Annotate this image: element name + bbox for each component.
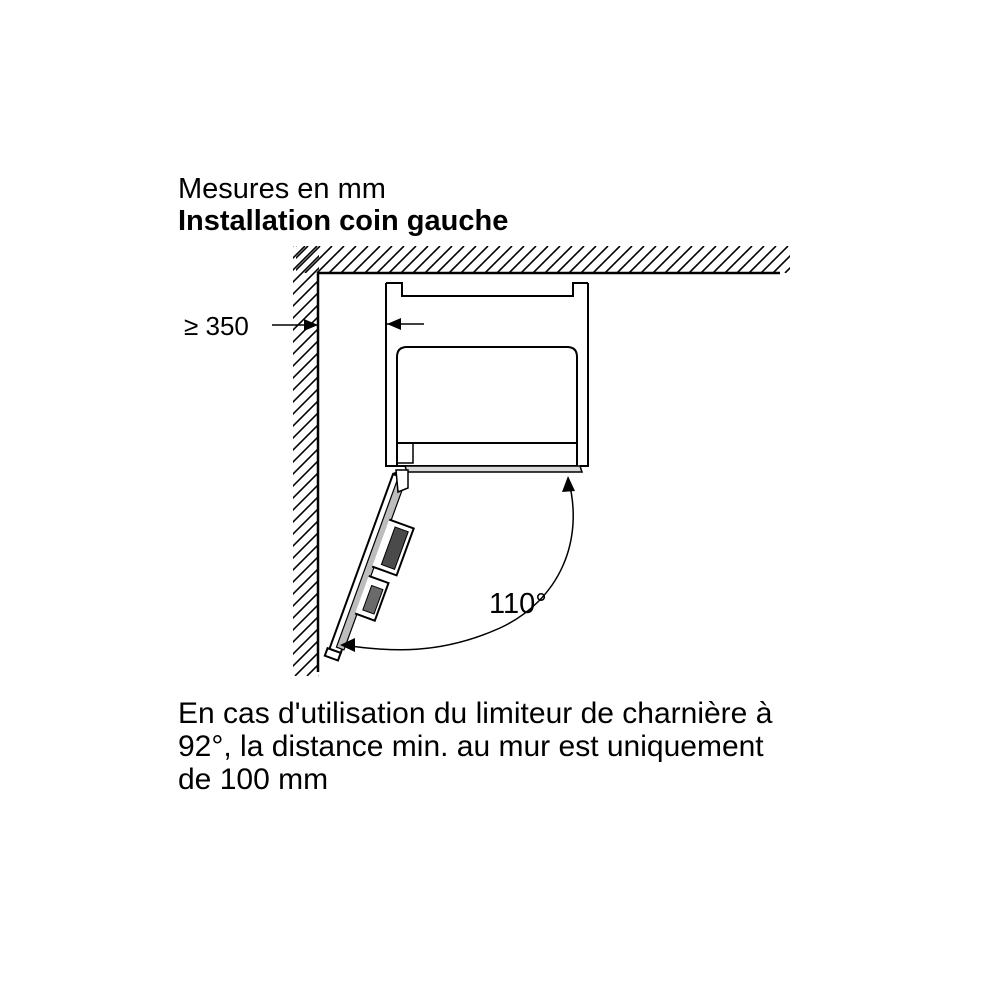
hatch-line: [547, 246, 977, 676]
hatch-line: [727, 246, 1000, 676]
hatch-line: [581, 246, 608, 273]
hatch-line: [317, 246, 344, 273]
hatch-line: [355, 246, 785, 676]
hatch-line: [259, 246, 689, 676]
hatch-line: [521, 246, 548, 273]
wall-distance-label: ≥ 350: [184, 311, 249, 341]
hatch-line: [533, 246, 560, 273]
hatch-line: [773, 246, 800, 273]
hatch-line: [271, 246, 701, 676]
hatch-line: [665, 246, 692, 273]
hatch-line: [535, 246, 965, 676]
units-label: Mesures en mm: [178, 173, 386, 205]
hatch-line: [377, 246, 404, 273]
hatch-line: [461, 246, 488, 273]
hatch-line: [115, 246, 545, 676]
hatch-line: [557, 246, 584, 273]
hatch-line: [389, 246, 416, 273]
page-title: Installation coin gauche: [178, 205, 509, 237]
hatch-line: [569, 246, 596, 273]
hatch-line: [509, 246, 536, 273]
hatch-line: [43, 246, 473, 676]
hatch-line: [629, 246, 656, 273]
hatch-line: [0, 246, 305, 676]
hatch-line: [187, 246, 617, 676]
hatch-line: [403, 246, 833, 676]
hatch-line: [269, 246, 296, 273]
hatch-line: [739, 246, 1000, 676]
hatch-line: [703, 246, 1000, 676]
hatch-line: [749, 246, 776, 273]
hatch-line: [329, 246, 356, 273]
hatch-line: [0, 246, 317, 676]
hatch-line: [631, 246, 1000, 676]
hatch-line: [0, 246, 341, 676]
hatch-line: [641, 246, 668, 273]
hatch-line: [559, 246, 989, 676]
hatch-line: [715, 246, 1000, 676]
open-door: [325, 468, 431, 670]
ceiling: [269, 246, 836, 273]
hatch-line: [379, 246, 809, 676]
appliance-side-arrow: [387, 318, 424, 330]
hatch-line: [713, 246, 740, 273]
hatch-line: [91, 246, 521, 676]
hatch-line: [619, 246, 1000, 676]
note-line-1: En cas d'utilisation du limiteur de charnière à: [178, 697, 773, 730]
hatch-line: [425, 246, 452, 273]
hatch-line: [737, 246, 764, 273]
hatch-line: [701, 246, 728, 273]
wall-distance-arrow: [272, 319, 318, 331]
hatch-line: [485, 246, 512, 273]
hatch-line: [689, 246, 716, 273]
hatch-line: [473, 246, 500, 273]
hatch-line: [545, 246, 572, 273]
hatch-line: [391, 246, 821, 676]
note-text: [178, 697, 818, 796]
hatch-line: [785, 246, 812, 273]
hatch-line: [643, 246, 1000, 676]
hatch-line: [593, 246, 620, 273]
hatch-line: [353, 246, 380, 273]
hatch-line: [367, 246, 797, 676]
door-hinge: [396, 470, 408, 492]
hatch-line: [595, 246, 1000, 676]
hatch-line: [0, 246, 293, 676]
hatch-line: [499, 246, 929, 676]
hatch-line: [343, 246, 773, 676]
hatch-line: [677, 246, 704, 273]
hatch-line: [67, 246, 497, 676]
hatch-line: [797, 246, 824, 273]
hatch-line: [79, 246, 509, 676]
hatch-line: [413, 246, 440, 273]
note-line-2: 92°, la distance min. au mur est uniquement: [178, 730, 764, 763]
hatch-line: [653, 246, 680, 273]
hatch-line: [449, 246, 476, 273]
hatch-line: [401, 246, 428, 273]
hatch-line: [199, 246, 629, 676]
hatch-line: [365, 246, 392, 273]
hatch-line: [655, 246, 1000, 676]
note-line-3: de 100 mm: [178, 763, 329, 796]
appliance-cabinet: [386, 283, 588, 472]
hatch-line: [809, 246, 836, 273]
hatch-line: [679, 246, 1000, 676]
hatch-line: [571, 246, 1000, 676]
hatch-line: [497, 246, 524, 273]
hatch-line: [511, 246, 941, 676]
hatch-line: [725, 246, 752, 273]
hatch-line: [761, 246, 788, 273]
hatch-line: [691, 246, 1000, 676]
hatch-line: [0, 246, 365, 676]
hatch-line: [605, 246, 632, 273]
hatch-line: [415, 246, 845, 676]
hatch-line: [437, 246, 464, 273]
hatch-line: [341, 246, 368, 273]
hatch-line: [487, 246, 917, 676]
hatch-line: [617, 246, 644, 273]
hatch-line: [607, 246, 1000, 676]
hatch-line: [667, 246, 1000, 676]
hatch-line: [583, 246, 1000, 676]
opening-angle-label: 110°: [489, 588, 547, 620]
hatch-line: [55, 246, 485, 676]
hatch-line: [0, 246, 329, 676]
